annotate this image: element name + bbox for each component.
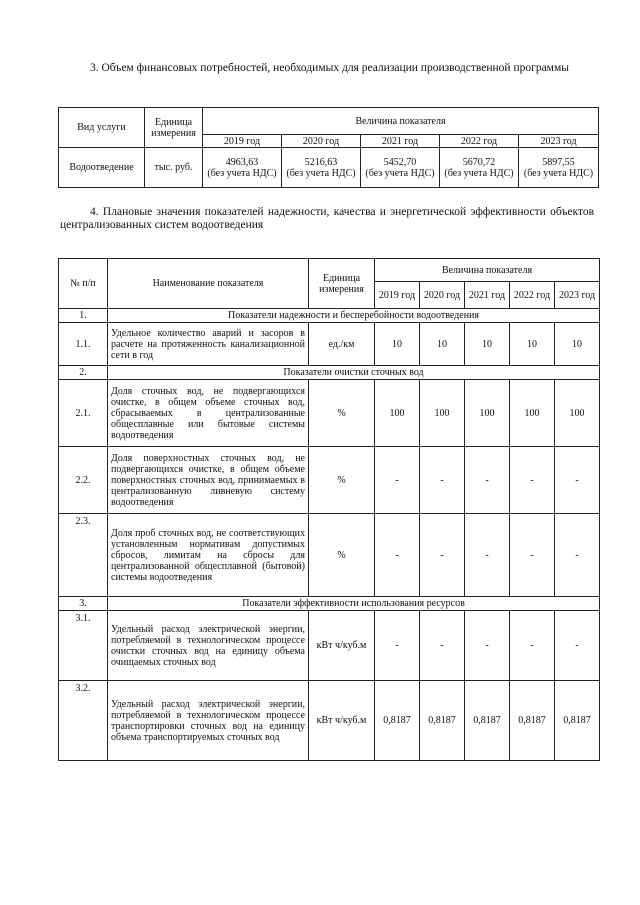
col-header-service: Вид услуги bbox=[59, 108, 145, 148]
value-cell: - bbox=[510, 514, 555, 597]
value-cell: - bbox=[420, 447, 465, 514]
value-cell: 4963,63 (без учета НДС) bbox=[203, 148, 282, 188]
value-cell: 10 bbox=[555, 323, 600, 366]
value-cell: 0,8187 bbox=[420, 681, 465, 761]
value-cell: 0,8187 bbox=[555, 681, 600, 761]
financial-needs-table bbox=[58, 107, 599, 188]
value-cell: 5216,63 (без учета НДС) bbox=[282, 148, 361, 188]
table-row bbox=[59, 148, 599, 188]
year-header: 2021 год bbox=[465, 282, 510, 309]
indicator-name: Удельное количество аварий и засоров в расчете на протяженность канализационной сети в год bbox=[108, 323, 309, 366]
value-cell: 10 bbox=[465, 323, 510, 366]
section-3-heading: 3. Объем финансовых потребностей, необходимых для реализации производственной программы bbox=[90, 62, 569, 74]
year-header: 2023 год bbox=[555, 282, 600, 309]
col-header-name: Наименование показателя bbox=[108, 259, 309, 309]
year-header: 2020 год bbox=[420, 282, 465, 309]
section-title: Показатели очистки сточных вод bbox=[108, 366, 600, 380]
value-cell: - bbox=[465, 514, 510, 597]
row-num: 2.2. bbox=[59, 447, 108, 514]
value-cell: 100 bbox=[420, 380, 465, 447]
value-cell: 0,8187 bbox=[375, 681, 420, 761]
value-cell: 0,8187 bbox=[510, 681, 555, 761]
indicator-name: Доля проб сточных вод, не соответствующих установленным нормативам допустимых сбросов, лимитам на сбросы для централизованной общесплавной (бытовой) системы водоотведения bbox=[108, 514, 309, 597]
section-num: 3. bbox=[59, 597, 108, 611]
section-row bbox=[59, 597, 600, 611]
value-cell: 100 bbox=[555, 380, 600, 447]
unit-cell: ед./км bbox=[309, 323, 375, 366]
value-cell: - bbox=[375, 611, 420, 681]
indicator-name: Удельный расход электрической энергии, потребляемой в технологическом процессе очистки сточных вод на единицу объема очищаемых сточных вод bbox=[108, 611, 309, 681]
col-header-value: Величина показателя bbox=[375, 259, 600, 282]
indicator-name: Доля поверхностных сточных вод, не подвергающихся очистке, в общем объеме поверхностных сточных вод, принимаемых в централизованную ливневую систему водоотведения bbox=[108, 447, 309, 514]
value-cell: - bbox=[510, 611, 555, 681]
table-row bbox=[59, 447, 600, 514]
year-header: 2019 год bbox=[203, 135, 282, 148]
unit-cell: кВт ч/куб.м bbox=[309, 681, 375, 761]
value-cell: - bbox=[555, 447, 600, 514]
value-cell: 10 bbox=[510, 323, 555, 366]
table-row bbox=[59, 380, 600, 447]
year-header: 2022 год bbox=[510, 282, 555, 309]
service-cell: Водоотведение bbox=[59, 148, 145, 188]
year-header: 2022 год bbox=[440, 135, 519, 148]
year-header: 2020 год bbox=[282, 135, 361, 148]
value-cell: 5452,70 (без учета НДС) bbox=[361, 148, 440, 188]
value-cell: - bbox=[465, 447, 510, 514]
value-cell: - bbox=[555, 514, 600, 597]
value-cell: - bbox=[510, 447, 555, 514]
section-num: 2. bbox=[59, 366, 108, 380]
value-cell: - bbox=[375, 447, 420, 514]
section-4-heading: 4. Плановые значения показателей надежности, качества и энергетической эффективности объектов централизованных систем водоотведения bbox=[60, 206, 594, 231]
value-cell: - bbox=[420, 611, 465, 681]
table-row bbox=[59, 514, 600, 597]
value-cell: 100 bbox=[375, 380, 420, 447]
row-num: 1.1. bbox=[59, 323, 108, 366]
section-title: Показатели надежности и бесперебойности водоотведения bbox=[108, 309, 600, 323]
row-num: 3.2. bbox=[59, 681, 108, 761]
indicator-name: Доля сточных вод, не подвергающихся очистке, в общем объеме сточных вод, сбрасываемых в централизованные общесплавные или бытовые системы водоотведения bbox=[108, 380, 309, 447]
value-cell: 100 bbox=[510, 380, 555, 447]
row-num: 3.1. bbox=[59, 611, 108, 681]
table-row bbox=[59, 323, 600, 366]
section-row bbox=[59, 366, 600, 380]
col-header-unit: Единица измерения bbox=[309, 259, 375, 309]
value-cell: 100 bbox=[465, 380, 510, 447]
table-row bbox=[59, 611, 600, 681]
value-cell: 5670,72 (без учета НДС) bbox=[440, 148, 519, 188]
value-cell: - bbox=[375, 514, 420, 597]
section-num: 1. bbox=[59, 309, 108, 323]
value-cell: 0,8187 bbox=[465, 681, 510, 761]
indicators-table bbox=[58, 258, 600, 761]
section-row bbox=[59, 309, 600, 323]
unit-cell: % bbox=[309, 380, 375, 447]
section-title: Показатели эффективности использования ресурсов bbox=[108, 597, 600, 611]
col-header-num: № п/п bbox=[59, 259, 108, 309]
value-cell: - bbox=[465, 611, 510, 681]
value-cell: 10 bbox=[420, 323, 465, 366]
col-header-unit: Единица измерения bbox=[145, 108, 203, 148]
unit-cell: тыс. руб. bbox=[145, 148, 203, 188]
year-header: 2023 год bbox=[519, 135, 599, 148]
indicator-name: Удельный расход электрической энергии, потребляемой в технологическом процессе транспортировки сточных вод на единицу объема транспортируемых сточных вод bbox=[108, 681, 309, 761]
year-header: 2019 год bbox=[375, 282, 420, 309]
unit-cell: кВт ч/куб.м bbox=[309, 611, 375, 681]
year-header: 2021 год bbox=[361, 135, 440, 148]
value-cell: 10 bbox=[375, 323, 420, 366]
unit-cell: % bbox=[309, 514, 375, 597]
value-cell: - bbox=[420, 514, 465, 597]
unit-cell: % bbox=[309, 447, 375, 514]
value-cell: 5897,55 (без учета НДС) bbox=[519, 148, 599, 188]
row-num: 2.3. bbox=[59, 514, 108, 597]
col-header-value: Величина показателя bbox=[203, 108, 599, 135]
value-cell: - bbox=[555, 611, 600, 681]
table-row bbox=[59, 681, 600, 761]
row-num: 2.1. bbox=[59, 380, 108, 447]
